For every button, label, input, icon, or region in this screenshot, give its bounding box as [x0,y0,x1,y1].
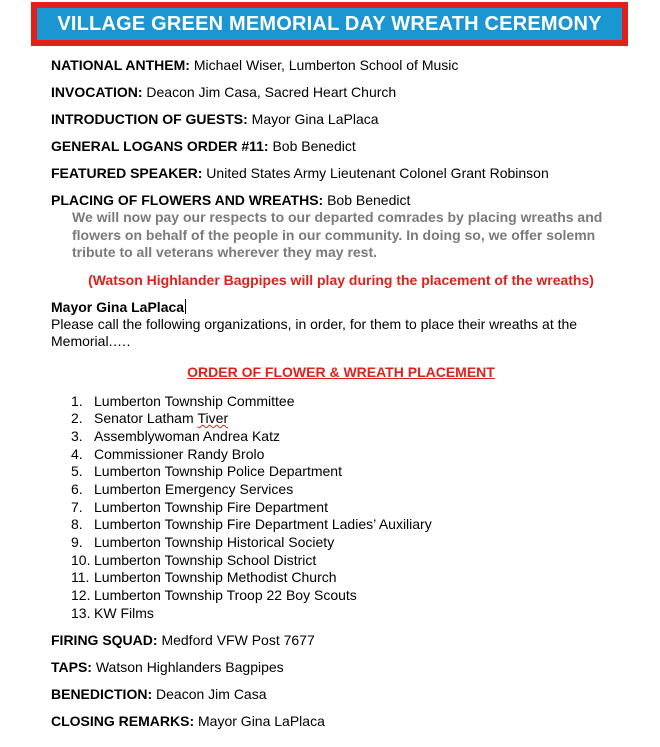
list-item-name: Assemblywoman Andrea Katz [94,427,280,444]
list-item-number: 9. [71,534,83,550]
document-body [51,57,631,740]
list-item-number: 4. [71,445,83,462]
list-item[interactable] [51,410,631,428]
program-item[interactable] [51,659,631,676]
list-item-name: Commissioner Randy Brolo [94,445,265,462]
list-item-number: 3. [71,427,83,444]
program-item-value: Watson Highlanders Bagpipes [91,659,284,676]
title-banner-fill [37,8,622,40]
list-item[interactable] [51,499,631,517]
program-item[interactable] [51,111,631,128]
program-item[interactable] [51,192,631,209]
mayor-heading[interactable] [51,299,631,316]
mayor-heading-text: Mayor Gina LaPlaca [51,298,185,315]
program-item[interactable] [51,138,631,155]
list-item-name: Lumberton Township Police Department [94,463,342,480]
list-item[interactable] [51,552,631,570]
list-item[interactable] [51,393,631,411]
list-item-name: Lumberton Township Historical Society [94,534,335,550]
list-item-name: Senator Latham [94,410,198,427]
program-item-value: United States Army Lieutenant Colonel Grant Robinson [202,165,549,181]
list-item[interactable] [51,534,631,552]
list-item[interactable] [51,428,631,446]
program-item[interactable] [51,84,631,101]
list-item-number: 13. [71,604,91,621]
list-item-number: 1. [71,392,83,409]
list-item-name: Lumberton Township Fire Department Ladies’ Auxiliary [94,516,432,533]
text-cursor [185,299,186,314]
program-item-label: NATIONAL ANTHEM: [51,57,190,73]
program-item-value: Bob Benedict [268,138,356,154]
program-item-value: Medford VFW Post 7677 [157,632,315,649]
spelling-flagged-word[interactable]: Tiver [197,410,229,427]
list-item-name: Lumberton Township Troop 22 Boy Scouts [94,587,357,604]
list-item-name: Lumberton Township Methodist Church [94,569,337,586]
program-item-label: TAPS: [51,659,92,676]
list-item-number: 10. [71,551,91,568]
list-item-name: Lumberton Township Fire Department [94,498,328,515]
list-item-name: Lumberton Township School District [94,551,317,568]
list-item[interactable] [51,516,631,534]
list-item-number: 8. [71,516,83,533]
program-item[interactable] [51,632,631,649]
title-banner [31,2,628,46]
program-item[interactable] [51,713,631,730]
program-item-label: BENEDICTION: [51,686,153,703]
program-item-label: INVOCATION: [51,84,143,100]
list-item-number: 7. [71,498,83,515]
program-item-value: Deacon Jim Casa [152,686,267,703]
program-item-label: PLACING OF FLOWERS AND WREATHS: [51,192,324,208]
list-item-number: 11. [71,569,90,586]
document-title[interactable]: VILLAGE GREEN MEMORIAL DAY WREATH CEREMONY [57,12,602,35]
program-item-label: CLOSING REMARKS: [51,713,195,730]
list-item-number: 2. [71,410,83,427]
program-item-label: FEATURED SPEAKER: [51,165,203,181]
list-item-number: 12. [71,587,91,604]
closing-section [51,632,631,730]
bagpipes-note[interactable]: (Watson Highlander Bagpipes will play during the placement of the wreaths) [88,271,594,288]
list-item[interactable] [51,587,631,605]
program-item-label: GENERAL LOGANS ORDER #11: [51,138,269,154]
program-item-label: INTRODUCTION OF GUESTS: [51,111,248,127]
program-item-value: Mayor Gina LaPlaca [247,111,379,127]
list-item[interactable] [51,481,631,499]
list-item[interactable] [51,605,631,623]
program-item-value: Bob Benedict [323,192,411,208]
list-item-name: Lumberton Emergency Services [94,480,294,497]
program-item[interactable] [51,686,631,703]
organization-list [51,393,631,623]
tribute-paragraph[interactable]: We will now pay our respects to our departed comrades by placing wreaths and flowers on behalf of the people in our community. In doing so, we offer solemn tribute to all veterans wherever they may rest. [72,209,603,260]
program-item-label: FIRING SQUAD: [51,632,158,649]
program-item-value: Mayor Gina LaPlaca [194,713,325,730]
list-item-name: KW Films [94,604,154,621]
list-item-number: 5. [71,463,83,480]
list-item-name: Lumberton Township Committee [94,392,295,409]
program-item[interactable] [51,165,631,182]
list-item-number: 6. [71,480,83,497]
list-item[interactable] [51,569,631,587]
program-item-value: Michael Wiser, Lumberton School of Music [189,57,459,73]
program-item-value: Deacon Jim Casa, Sacred Heart Church [142,84,397,100]
order-heading[interactable]: ORDER OF FLOWER & WREATH PLACEMENT [187,363,495,380]
program-item[interactable] [51,57,631,74]
list-item[interactable] [51,446,631,464]
instruction-paragraph[interactable]: Please call the following organizations, in order, for them to place their wreaths at the Memorial.…. [51,315,578,349]
list-item[interactable] [51,463,631,481]
